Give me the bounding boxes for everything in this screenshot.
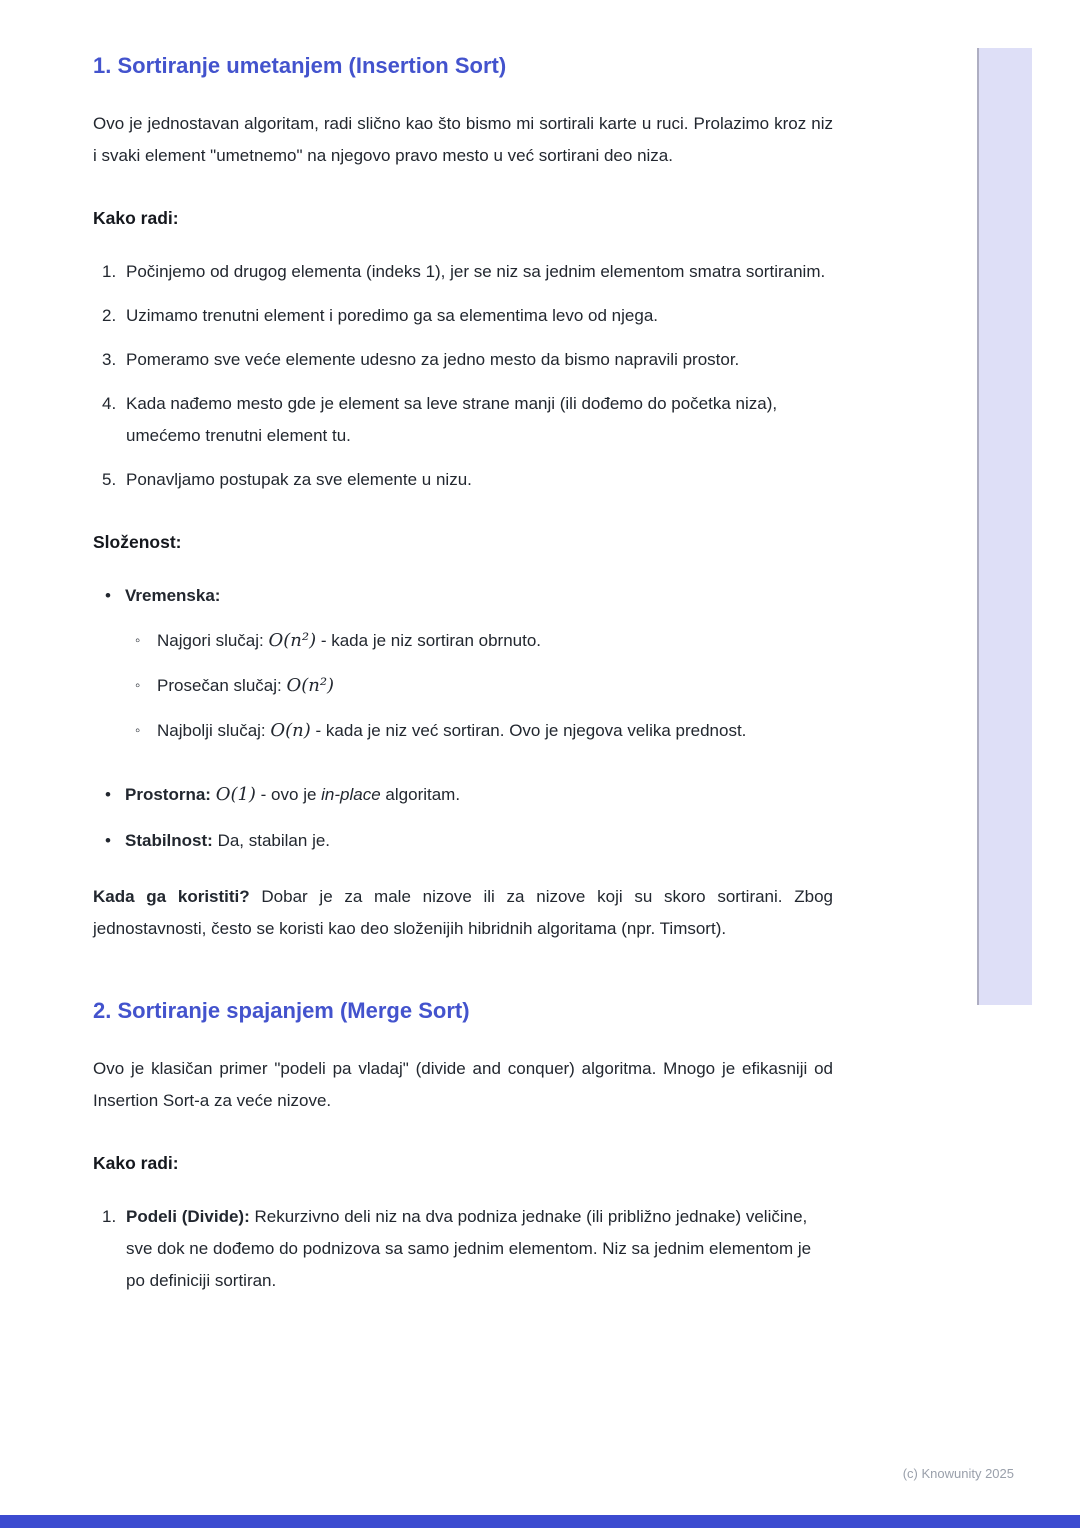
copyright-text: (c) Knowunity 2025 <box>902 1466 1014 1481</box>
step-text: Ponavljamo postupak za sve elemente u nizu. <box>126 470 472 489</box>
step-number: 1. <box>102 1207 117 1226</box>
step-item <box>102 464 833 496</box>
step-item <box>102 300 833 332</box>
sub-bullet-icon: ◦ <box>135 722 141 739</box>
time-complexity-body <box>125 580 833 765</box>
in-place-term: in-place <box>321 785 381 804</box>
step-rest: Rekurzivno deli niz na dva podniza jednake (ili približno jednake) veličine, sve dok ne dođemo do podnizova sa samo jednim elementom. Niz sa jednim elementom je po definiciji sortiran. <box>126 1207 812 1290</box>
section-title-insertion-sort: 1. Sortiranje umetanjem (Insertion Sort) <box>93 53 507 78</box>
space-complexity-item <box>105 779 833 811</box>
space-text: - ovo je <box>255 785 322 804</box>
case-text <box>157 670 833 702</box>
merge-steps-list <box>93 1201 833 1297</box>
case-prefix: Najgori slučaj: <box>157 631 269 650</box>
stability-item <box>105 825 833 857</box>
time-cases-list <box>125 625 833 747</box>
insertion-how-heading: Kako radi: <box>93 208 179 228</box>
step-number: 5. <box>102 470 117 489</box>
merge-intro-paragraph: Ovo je klasičan primer "podeli pa vladaj" (divide and conquer) algoritma. Mnogo je efikasniji od Insertion Sort-a za veće nizove. <box>93 1059 833 1110</box>
case-prefix: Najbolji slučaj: <box>157 721 271 740</box>
bullet-icon: • <box>105 831 111 850</box>
usage-text: Dobar je za male nizove ili za nizove koji su skoro sortirani. Zbog jednostavnosti, često se koristi kao deo složenijih hibridnih algoritama (npr. Timsort). <box>93 887 833 938</box>
case-suffix: - kada je niz već sortiran. Ovo je njegova velika prednost. <box>310 721 747 740</box>
big-o-notation: O(n²) <box>268 630 317 651</box>
step-text: Pomeramo sve veće elemente udesno za jedno mesto da bismo napravili prostor. <box>126 350 740 369</box>
step-text: Počinjemo od drugog elementa (indeks 1), jer se niz sa jednim elementom smatra sortiranim. <box>126 262 826 281</box>
right-highlight-strip <box>977 48 1032 1005</box>
insertion-intro-paragraph: Ovo je jednostavan algoritam, radi slično kao što bismo mi sortirali karte u ruci. Prolazimo kroz niz i svaki element "umetnemo" na njegovo pravo mesto u već sortirani deo niza. <box>93 114 833 165</box>
big-o-notation: O(1) <box>215 784 256 805</box>
step-text: Uzimamo trenutni element i poredimo ga sa elementima levo od njega. <box>126 306 658 325</box>
step-item <box>102 388 833 452</box>
usage-paragraph <box>93 881 833 945</box>
space-complexity-body <box>125 779 833 811</box>
case-text <box>157 715 833 747</box>
stability-label: Stabilnost: <box>125 831 213 850</box>
step-number: 1. <box>102 262 117 281</box>
worst-case-item <box>135 625 833 657</box>
insertion-steps-list <box>93 256 833 496</box>
average-case-item <box>135 670 833 702</box>
sub-bullet-icon: ◦ <box>135 677 141 694</box>
step-text <box>126 1201 833 1297</box>
bullet-icon: • <box>105 586 111 605</box>
case-prefix: Prosečan slučaj: <box>157 676 287 695</box>
case-text <box>157 625 833 657</box>
time-complexity-label: Vremenska: <box>125 586 221 605</box>
step-lead: Podeli (Divide): <box>126 1207 250 1226</box>
step-number: 2. <box>102 306 117 325</box>
step-item <box>102 1201 833 1297</box>
stability-text: Da, stabilan je. <box>212 831 331 850</box>
document-content <box>93 52 833 1309</box>
time-complexity-item <box>105 580 833 765</box>
stability-body <box>125 825 833 857</box>
complexity-list <box>93 580 833 857</box>
big-o-notation: O(n) <box>270 720 311 741</box>
bullet-icon: • <box>105 785 111 804</box>
big-o-notation: O(n²) <box>286 675 335 696</box>
best-case-item <box>135 715 833 747</box>
sub-bullet-icon: ◦ <box>135 632 141 649</box>
step-item <box>102 344 833 376</box>
step-text: Kada nađemo mesto gde je element sa leve strane manji (ili dođemo do početka niza), umećemo trenutni element tu. <box>126 394 778 445</box>
section-title-merge-sort: 2. Sortiranje spajanjem (Merge Sort) <box>93 998 470 1023</box>
step-number: 3. <box>102 350 117 369</box>
bottom-accent-bar <box>0 1515 1080 1528</box>
merge-how-heading: Kako radi: <box>93 1153 179 1173</box>
space-text-end: algoritam. <box>380 785 461 804</box>
case-suffix: - kada je niz sortiran obrnuto. <box>316 631 542 650</box>
step-number: 4. <box>102 394 117 413</box>
step-item <box>102 256 833 288</box>
complexity-heading: Složenost: <box>93 532 182 552</box>
space-complexity-label: Prostorna: <box>125 785 216 804</box>
usage-lead: Kada ga koristiti? <box>93 887 250 906</box>
